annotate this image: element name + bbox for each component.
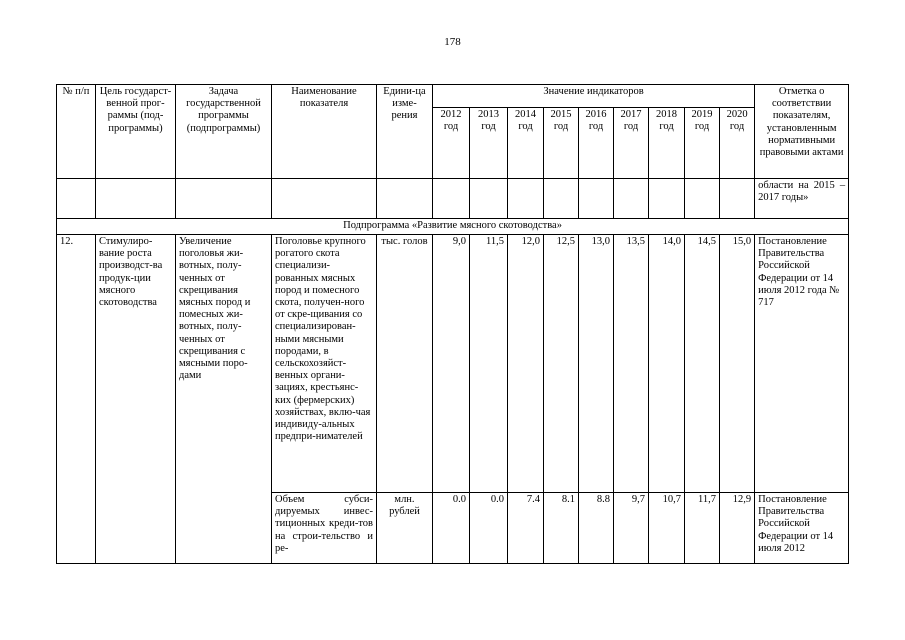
header-year: 2018 год bbox=[649, 108, 685, 179]
continuation-note: области на 2015 – 2017 годы» bbox=[755, 179, 849, 219]
row-number: 12. bbox=[57, 235, 96, 564]
table-cell bbox=[544, 179, 579, 219]
row-note: Постановление Правительства Российской Федерации от 14 июля 2012 года № 717 bbox=[755, 235, 849, 493]
row-value: 0.0 bbox=[470, 493, 508, 564]
table-row bbox=[57, 235, 849, 493]
table-cell bbox=[96, 179, 176, 219]
subprogram-row bbox=[57, 219, 849, 235]
header-goal: Цель государст-венной прог-раммы (под-программы) bbox=[96, 85, 176, 179]
header-year: 2016 год bbox=[579, 108, 614, 179]
row-value: 0.0 bbox=[433, 493, 470, 564]
row-value: 12,0 bbox=[508, 235, 544, 493]
header-values: Значение индикаторов bbox=[433, 85, 755, 108]
row-value: 11,7 bbox=[685, 493, 720, 564]
table-cell bbox=[508, 179, 544, 219]
row-value: 15,0 bbox=[720, 235, 755, 493]
table-cell bbox=[57, 179, 96, 219]
table-cell bbox=[649, 179, 685, 219]
header-year: 2015 год bbox=[544, 108, 579, 179]
row-value: 10,7 bbox=[649, 493, 685, 564]
row-value: 13,5 bbox=[614, 235, 649, 493]
row-value: 8.8 bbox=[579, 493, 614, 564]
table-cell bbox=[614, 179, 649, 219]
row-value: 9,0 bbox=[433, 235, 470, 493]
table-cell bbox=[176, 179, 272, 219]
header-task: Задача государственной программы (подпрограммы) bbox=[176, 85, 272, 179]
subprogram-title: Подпрограмма «Развитие мясного скотоводства» bbox=[57, 219, 849, 235]
row-value: 12,9 bbox=[720, 493, 755, 564]
continuation-row bbox=[57, 179, 849, 219]
row-value: 12,5 bbox=[544, 235, 579, 493]
table-cell bbox=[685, 179, 720, 219]
header-year: 2012 год bbox=[433, 108, 470, 179]
row-task: Увеличение поголовья жи-вотных, полу-ченных от скрещивания мясных пород и помесных жи-вотных, полу-ченных от скрещивания с мясными поро-дами bbox=[176, 235, 272, 564]
page-number: 178 bbox=[444, 36, 461, 48]
row-indicator: Объем субси-дируемых инвес-тиционных креди-тов на строи-тельство и ре- bbox=[272, 493, 377, 564]
row-value: 14,0 bbox=[649, 235, 685, 493]
indicators-table bbox=[56, 84, 849, 564]
table-cell bbox=[720, 179, 755, 219]
header-year: 2017 год bbox=[614, 108, 649, 179]
table-header-row bbox=[57, 85, 849, 108]
table-cell bbox=[272, 179, 377, 219]
table-cell bbox=[433, 179, 470, 219]
row-value: 13,0 bbox=[579, 235, 614, 493]
header-num: № п/п bbox=[57, 85, 96, 179]
row-value: 7.4 bbox=[508, 493, 544, 564]
row-value: 14,5 bbox=[685, 235, 720, 493]
row-value: 11,5 bbox=[470, 235, 508, 493]
header-year: 2020 год bbox=[720, 108, 755, 179]
row-value: 9,7 bbox=[614, 493, 649, 564]
header-indicator: Наименование показателя bbox=[272, 85, 377, 179]
row-value: 8.1 bbox=[544, 493, 579, 564]
row-goal: Стимулиро-вание роста производст-ва продук-ции мясного скотоводства bbox=[96, 235, 176, 564]
header-year: 2014 год bbox=[508, 108, 544, 179]
header-year: 2019 год bbox=[685, 108, 720, 179]
table-cell bbox=[470, 179, 508, 219]
row-indicator: Поголовье крупного рогатого скота специализи-рованных мясных пород и помесного скота, получен-ного от скре-щивания со специализирован-ными мясными породами, в сельскохозяйст-венных органи-зациях, крестьянс-ких (фермерских) хозяйствах, вклю-чая индивиду-альных предпри-нимателей bbox=[272, 235, 377, 493]
row-unit: млн. рублей bbox=[377, 493, 433, 564]
table-cell bbox=[377, 179, 433, 219]
header-year: 2013 год bbox=[470, 108, 508, 179]
row-note: Постановление Правительства Российской Федерации от 14 июля 2012 bbox=[755, 493, 849, 564]
header-note: Отметка о соответствии показателям, установленным нормативными правовыми актами bbox=[755, 85, 849, 179]
header-unit: Едини-ца изме-рения bbox=[377, 85, 433, 179]
table-cell bbox=[579, 179, 614, 219]
row-unit: тыс. голов bbox=[377, 235, 433, 493]
